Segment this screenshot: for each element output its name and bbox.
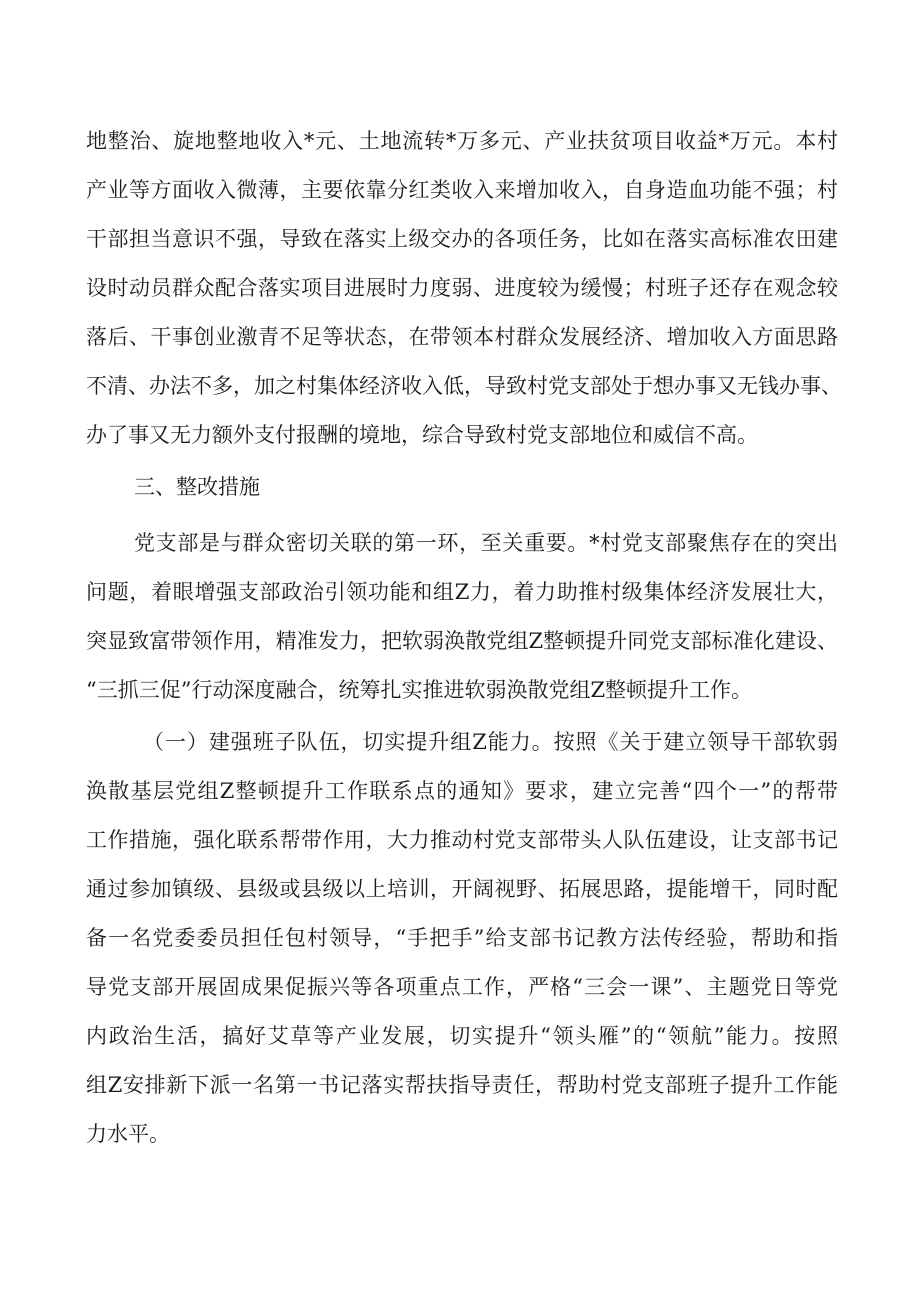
section-heading: 三、整改措施 [134,475,260,499]
text-line: 通过参加镇级、县级或县级以上培训，开阔视野、拓展思路，提能增干，同时配 [86,877,838,901]
text-line: 备一名党委委员担任包村领导，“手把手”给支部书记教方法传经验，帮助和指 [86,926,838,950]
text-line: 力水平。 [86,1122,170,1146]
text-line: 干部担当意识不强，导致在落实上级交办的各项任务，比如在落实高标准农田建 [86,227,838,251]
text-line: 产业等方面收入微薄，主要依靠分红类收入来增加收入，自身造血功能不强；村 [86,178,838,202]
text-line: 设时动员群众配合落实项目进展时力度弱、进度较为缓慢；村班子还存在观念较 [86,276,838,300]
text-line: 工作措施，强化联系帮带作用，大力推动村党支部带头人队伍建设，让支部书记 [86,828,838,852]
text-line: 不清、办法不多，加之村集体经济收入低，导致村党支部处于想办事又无钱办事、 [86,374,842,398]
text-line: 突显致富带领作用，精准发力，把软弱涣散党组Z整顿提升同党支部标准化建设、 [86,629,838,653]
text-line: 内政治生活，搞好艾草等产业发展，切实提升“领头雁”的“领航”能力。按照 [86,1024,838,1048]
text-line: 落后、干事创业激青不足等状态，在带领本村群众发展经济、增加收入方面思路 [86,325,838,349]
text-line: 地整治、旋地整地收入*元、土地流转*万多元、产业扶贫项目收益*万元。本村 [86,129,838,153]
text-line: 党支部是与群众密切关联的第一环，至关重要。*村党支部聚焦存在的突出 [134,531,838,555]
text-line: （一）建强班子队伍，切实提升组Z能力。按照《关于建立领导干部软弱 [143,730,838,754]
text-line: 组Z安排新下派一名第一书记落实帮扶指导责任，帮助村党支部班子提升工作能 [86,1073,838,1097]
text-line: 涣散基层党组Z整顿提升工作联系点的通知》要求，建立完善“四个一”的帮带 [86,779,838,803]
text-line: “三抓三促”行动深度融合，统筹扎实推进软弱涣散党组Z整顿提升工作。 [86,678,753,702]
text-line: 办了事又无力额外支付报酬的境地，综合导致村党支部地位和威信不高。 [86,423,758,447]
text-line: 导党支部开展固成果促振兴等各项重点工作，严格“三会一课”、主题党日等党 [86,975,838,999]
text-line: 问题，着眼增强支部政治引领功能和组Z力，着力助推村级集体经济发展壮大， [86,580,838,604]
